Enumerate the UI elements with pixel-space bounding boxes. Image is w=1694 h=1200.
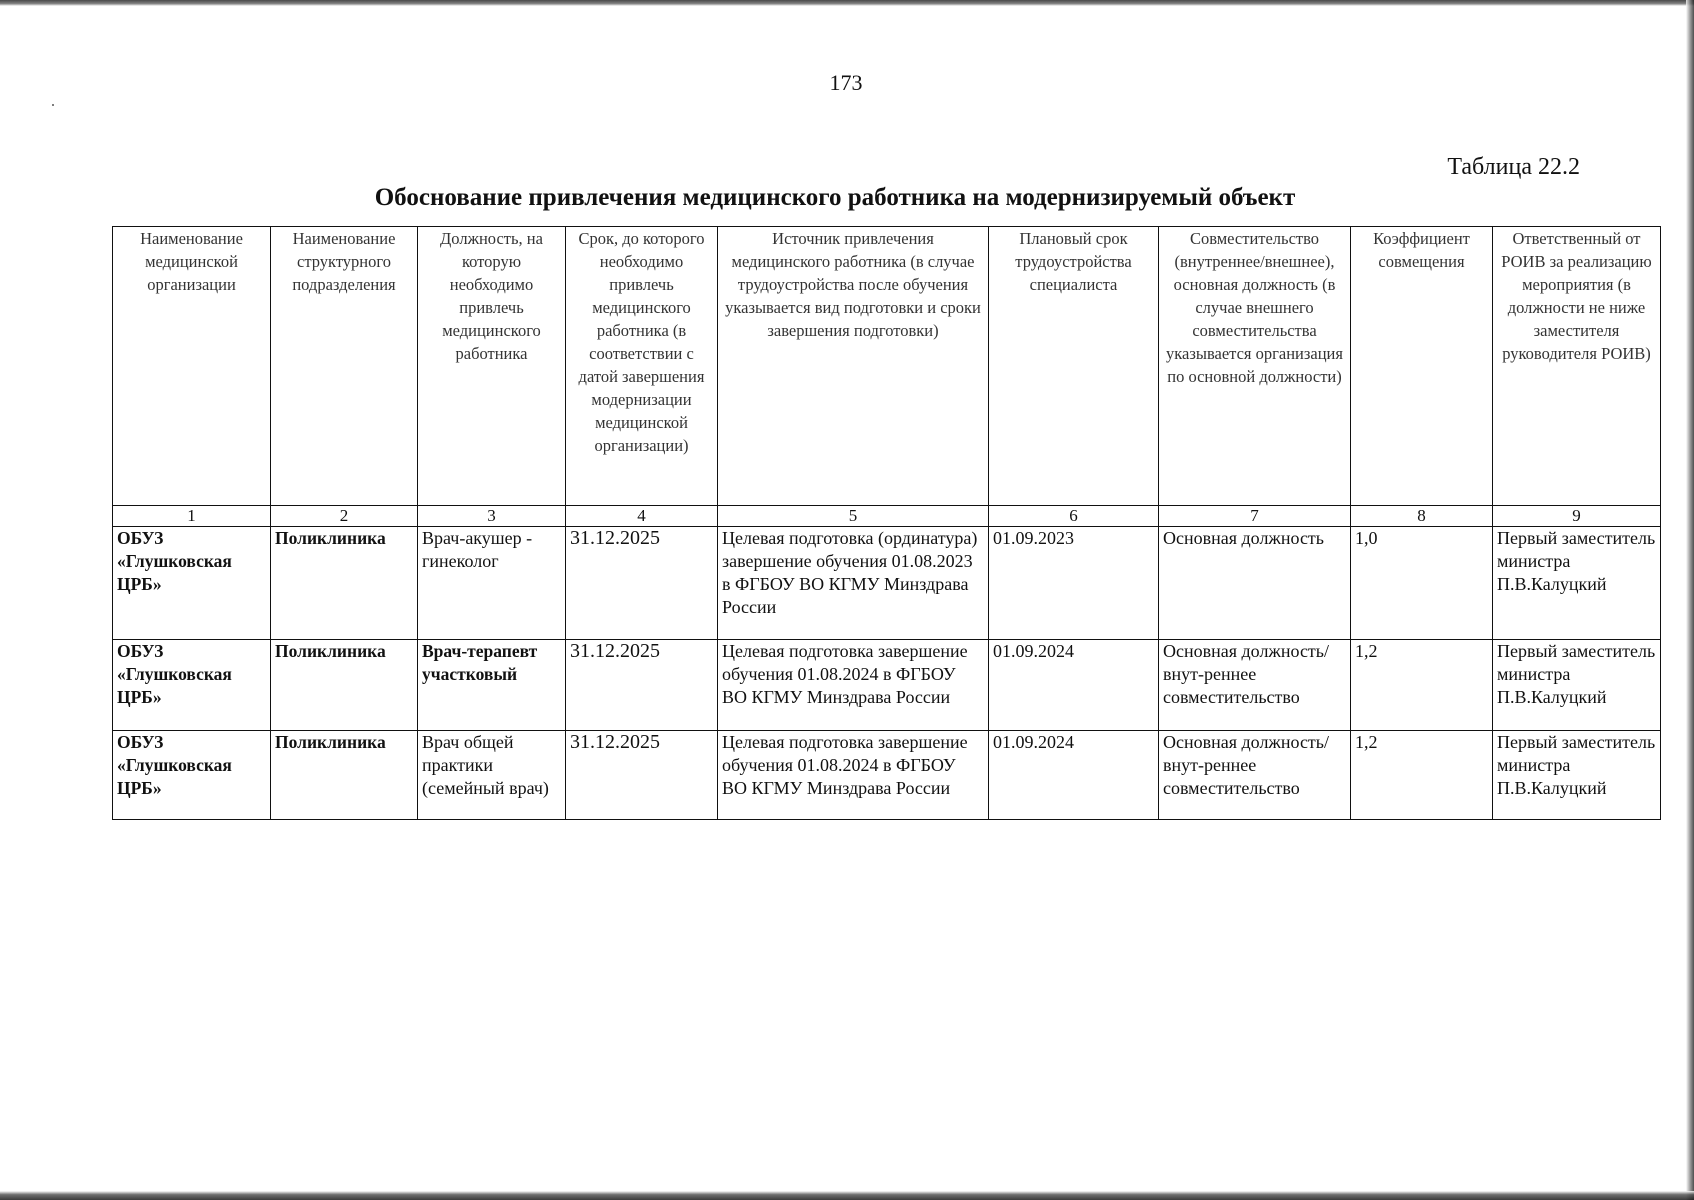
header-cell-responsible: Ответственный от РОИВ за реализацию мероприятия (в должности не ниже заместителя руководителя РОИВ) [1493,227,1661,506]
cell-org: ОБУЗ «Глушковская ЦРБ» [113,640,271,731]
cell-source: Целевая подготовка завершение обучения 01.08.2024 в ФГБОУ ВО КГМУ Минздрава России [718,640,989,731]
table-row [113,731,1661,820]
cell-responsible: Первый заместитель министра П.В.Калуцкий [1493,640,1661,731]
cell-position: Врач-акушер - гинеколог [418,527,566,640]
scan-edge-bottom [0,1191,1694,1200]
header-cell-deadline: Срок, до которого необходимо привлечь медицинского работника (в соответствии с датой завершения модернизации медицинской организации) [566,227,718,506]
column-number: 8 [1351,506,1493,527]
document-title: Обоснование привлечения медицинского работника на модернизируемый объект [374,184,1296,211]
column-number: 6 [989,506,1159,527]
page-number: 173 [829,70,863,95]
header-cell-source: Источник привлечения медицинского работника (в случае трудоустройства после обучения указывается вид подготовки и сроки завершения подготовки) [718,227,989,506]
cell-planned-date: 01.09.2024 [989,640,1159,731]
header-cell-org: Наименование медицинской организации [113,227,271,506]
column-number: 4 [566,506,718,527]
cell-position: Врач-терапевт участковый [418,640,566,731]
cell-deadline: 31.12.2025 [566,640,718,731]
cell-combination: Основная должность [1159,527,1351,640]
cell-combination: Основная должность/внут-реннее совместительство [1159,640,1351,731]
table-row [113,640,1661,731]
cell-combination: Основная должность/внут-реннее совместительство [1159,731,1351,820]
cell-unit: Поликлиника [271,640,418,731]
header-cell-combination: Совместительство (внутреннее/внешнее), основная должность (в случае внешнего совместительства указывается организация по основной должности) [1159,227,1351,506]
column-number: 9 [1493,506,1661,527]
column-number: 3 [418,506,566,527]
cell-deadline: 31.12.2025 [566,731,718,820]
header-row [113,227,1661,506]
cell-planned-date: 01.09.2024 [989,731,1159,820]
scan-edge-top [0,0,1694,6]
table-row [113,527,1661,640]
cell-responsible: Первый заместитель министра П.В.Калуцкий [1493,527,1661,640]
header-cell-unit: Наименование структурного подразделения [271,227,418,506]
cell-coefficient: 1,2 [1351,731,1493,820]
column-number: 2 [271,506,418,527]
cell-deadline: 31.12.2025 [566,527,718,640]
cell-position: Врач общей практики (семейный врач) [418,731,566,820]
cell-source: Целевая подготовка завершение обучения 01.08.2024 в ФГБОУ ВО КГМУ Минздрава России [718,731,989,820]
column-number: 5 [718,506,989,527]
scan-speck [52,104,54,106]
cell-coefficient: 1,0 [1351,527,1493,640]
header-cell-coefficient: Коэффициент совмещения [1351,227,1493,506]
cell-unit: Поликлиника [271,527,418,640]
cell-coefficient: 1,2 [1351,640,1493,731]
header-cell-position: Должность, на которую необходимо привлечь медицинского работника [418,227,566,506]
header-cell-planned-date: Плановый срок трудоустройства специалиста [989,227,1159,506]
cell-org: ОБУЗ «Глушковская ЦРБ» [113,731,271,820]
justification-table [112,226,1661,820]
scan-edge-right [1686,0,1694,1200]
cell-responsible: Первый заместитель министра П.В.Калуцкий [1493,731,1661,820]
cell-source: Целевая подготовка (ординатура) завершение обучения 01.08.2023 в ФГБОУ ВО КГМУ Минздрава России [718,527,989,640]
column-number-row [113,506,1661,527]
column-number: 1 [113,506,271,527]
cell-planned-date: 01.09.2023 [989,527,1159,640]
cell-org: ОБУЗ «Глушковская ЦРБ» [113,527,271,640]
cell-unit: Поликлиника [271,731,418,820]
column-number: 7 [1159,506,1351,527]
table-label: Таблица 22.2 [1447,154,1580,180]
